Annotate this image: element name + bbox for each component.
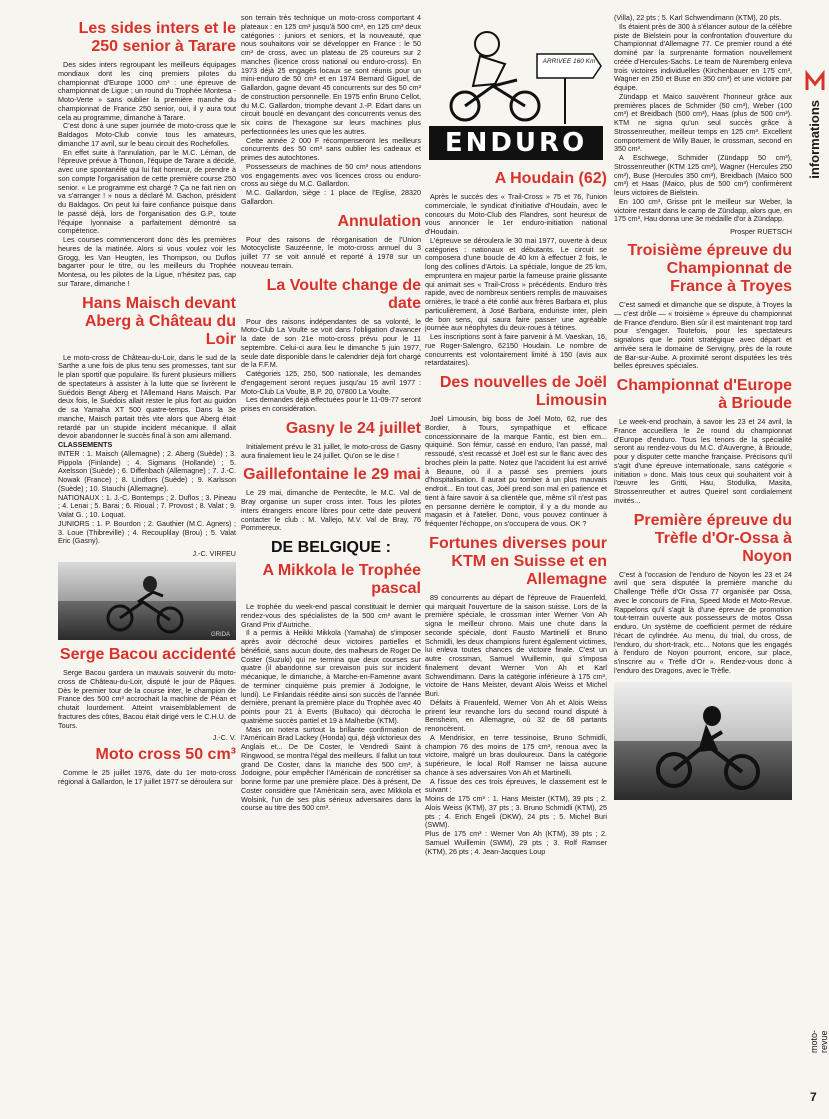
- headline-noyon: Première épreuve du Trèfle d'Or-Ossa à Noyon: [633, 511, 792, 565]
- headline-annulation: Annulation: [337, 212, 421, 230]
- headline-la-voulte: La Voulte change de date: [266, 276, 421, 312]
- paragraph: L'épreuve se déroulera le 30 mai 1977, ouverte à deux catégories : nationaux et débutants. Le circuit se composera d'une boucle de 40 km à effectuer 2 fois, le long des collines d'Artois. La spéciale, longue de 25 km, empruntera en majeur partie la fameuse prairie glissante qui animait ses « Trail-Cross » précédents. Enduro très rapide, avec de nombreux sentiers remplis de mauvaises ornières, le tracé a été confié aux frères Barbara et, plus particulièrement, à José Barbara, enduriste inter, plein de bon sens, qui saura faire passer une agréable journée aux néophytes du deux-roues à tétines.: [425, 235, 607, 333]
- results-juniors: JUNIORS : 1. P. Bourdon ; 2. Gauthier (M.C. Agners) ; 3. Loue (Thibreville) ; 4. Recouplilay (Brou) ; 5. Valat Eric (Gasny).: [58, 518, 236, 546]
- headline-brioude: Championnat d'Europe à Brioude: [616, 377, 792, 412]
- column-3: [425, 14, 607, 856]
- byline: J.-C. V.: [212, 733, 236, 743]
- headline-bacou: Serge Bacou accidenté: [59, 646, 236, 663]
- results-nationaux: NATIONAUX : 1. J.-C. Bontemps ; 2. Duflos ; 3. Pineau ; 4. Lenai ; 5. Barai ; 6. Rioual ; 7. Provost ; 8. Valat ; 9. Valat G. ; 10. Loquat.: [58, 492, 236, 519]
- paragraph: Initialement prévu le 31 juillet, le moto-cross de Gasny aura finalement lieu le 24 juillet. Qu'on se le dise !: [241, 441, 421, 460]
- paragraph: Les courses commenceront donc dès les premières heures de la matinée. Alors si vous voulez voir les Grogg, les Van Heugten, les Thompson, ou Duflos bagarrer pour le titre, ou les meilleurs du Trophée Montesa, ou les pilotes de la Ligue, n'hésitez pas, cap sur Tarare, dimanche !: [58, 235, 236, 288]
- article-brioude: [614, 418, 792, 506]
- page-number: 7: [810, 1090, 817, 1104]
- headline-sides-tarare: Les sides inters et le 250 senior à Tarare: [78, 20, 236, 55]
- article-limousin: [425, 415, 607, 529]
- paragraph: Les demandes déjà effectuées pour le 11-09-77 seront prises en considération.: [241, 395, 421, 413]
- article-gasny: [241, 443, 421, 461]
- paragraph: Des sides inters regroupant les meilleurs équipages mondiaux dont les cinq premiers pilotes du championnat d'Europe 1000 cm³ : une épreuve de championnat de Ligue ; un round du Trophée Montesa - Moto-Verte » sans oublier la première manche du championnat de France 250 senior, oui, il y aura tout cela au programme, dimanche à Tarare.: [58, 60, 236, 122]
- paragraph: Défaits à Frauenfeld, Werner Von Ah et Alois Weiss prirent leur revanche lors du second round disputé à Bensheim, en Allemagne, où 32 de 68 partants renoncèrent.: [425, 697, 607, 733]
- paragraph: Il a permis à Heikki Mikkola (Yamaha) de s'imposer après avoir décroché deux victoires partielles et bénéficié, sans aucun doute, des malheurs de Roger De Coster (Suzuki) qui ne termina que deux courses sur quatre (il abandonne sur crevaison puis sur incident mécanique, le dimanche, à Marche-en-Famenne avant de terminer cinquième puis premier à Jodoigne, le lundi). Le Finlandais réédite ainsi son succès de l'année dernière, prenant la première place du Trophée avec 40 points pour 21 à Everts (Bultaco) qui décrocha le quatrième succès partiel et 19 à Malherbe (KTM).: [241, 628, 421, 725]
- paragraph: Le 29 mai, dimanche de Pentecôte, le M.C. Val de Bray organise un super cross inter. Tous les pilotes inters étrangers encore libres pour cette date peuvent contacter le club : M. Vallejo, M.V. Val de Bray, 76 Pommereux.: [241, 488, 421, 533]
- enduro-wordmark: ENDURO: [444, 128, 588, 158]
- paragraph: (Villa), 22 pts ; 5. Karl Schwendimann (KTM), 20 pts.: [614, 13, 782, 22]
- paragraph: Le trophée du week-end pascal constituait le dernier rendez-vous des spécialistes de la 500 cm³ avant le Grand Prix d'Autriche.: [241, 602, 421, 629]
- article-la-voulte: [241, 318, 421, 414]
- motorbike-silhouette: [58, 562, 236, 640]
- paragraph: Les inscriptions sont à faire parvenir à M. Vaeskan, 16, rue Roger-Salengro, 62150 Houdain. Le nombre de concurrents est volontairement limité à 150 (avis aux retardataires).: [425, 332, 607, 368]
- paragraph: En 100 cm³, Grisse prit le meilleur sur Weber, la victoire restant dans le camp de Zündapp, alors que, en 175 cm³, Hau donna une 3e médaille d'or à Zündapp.: [614, 196, 792, 224]
- article-bacou: [58, 669, 236, 730]
- results-inter: INTER : 1. Maisch (Allemagne) ; 2. Aberg (Suède) ; 3. Pippola (Finlande) ; 4. Sigmans (Hollande) ; 5. Axelsson (Suède) ; 6. Diffenbach (Allemagne) ; 7. J.-C. Nowak (France) ; 8. Lindfors (Suède) ; 9. Karlsson (Suède) ; 10. Stauchi (Allemagne).: [58, 448, 236, 493]
- headline-troyes: Troisième épreuve du Championnat de France à Troyes: [627, 242, 792, 295]
- paragraph: Zündapp et Maico sauvèrent l'honneur grâce aux premières places de Schmider (50 cm³), Weber (100 cm³) et Breidbach (500 cm³), Haas (plus de 500 cm³). KTM ne signa qu'un seul succès grâce à Strossenreuther, meilleur temps en 125 cm³. Excellent comportement de Willy Bauer, le crossman, second en 350 cm³.: [614, 91, 792, 154]
- paragraph: Possesseurs de machines de 50 cm³ nous attendons vos engagements avec vos licences cross ou enduro-cross au siège du M.C. Gallardon.: [241, 161, 421, 189]
- paragraph: Joël Limousin, big boss de Joël Moto, 62, rue des Bordier, à Tours, sympathique et efficace concessionnaire de la marque Fantic, est bien em... quiquiné. Son fémur, cassé en enduro, l'an passé, mal ressoudé, s'est recassé et Joël est sur le flanc avec des broches plein la patte. Notez que l'accident lui est arrivé à Beaune, où il a passé ses premiers jours d'hospitalisation. Il aurait pu tomber à un plus mauvais endroit... En tout cas, Joël prend son mal en patience et tient à faire savoir à sa clientèle que, même s'il n'est pas en personne derrière le comptoir, il y a du monde au magasin et à l'atelier. Donc, vous pouvez continuer à fréquenter l'échoppe, on s'occupera de vous. OK ?: [425, 414, 607, 528]
- paragraph: Catégories 125, 250, 500 nationale, les demandes d'engagement seront reçues jusqu'au 15 avril 1977 : Moto-Club La Voulte, B.P. 20, 07800 La Voulte.: [241, 369, 421, 396]
- article-germany: [614, 14, 792, 224]
- paragraph: En effet suite à l'annulation, par le M.C. Léman, de l'épreuve prévue à Thonon, l'équipe de Tarare a décidé, avec une spontanéité qui lui fait honneur, de prendre à son compte l'organisation de cette première course 250 senior. « Le programme est chargé ? Ça ne fait rien on va s'arranger ! » nous a déclaré M. Gachon, président du Baldagos. On peut lui faire confiance puisque dans le passé déjà, lors de l'organisation des G.P., toute l'équipe lyonnaise a parfaitement démontré sa compétence.: [58, 147, 236, 236]
- photo-motocross: [58, 562, 236, 640]
- photo-credit: GRIDA: [210, 632, 230, 638]
- results-over-175: Plus de 175 cm³ : Werner Von Ah (KTM), 39 pts ; 2. Samuel Wuillemin (SWM), 29 pts ; 3. Rolf Ramser (KTM), 26 pts ; 4. Jean-Jacques Loup: [425, 829, 607, 856]
- headline-gaillefontaine: Gaillefontaine le 29 mai: [243, 466, 421, 484]
- paragraph: A Eschwege, Schmider (Zündapp 50 cm³), Strossenreuther (KTM 125 cm³), Wagner (Hercules 250 cm³), Buse (Hercules 350 cm³), Breidbach (Maico 500 cm³) et Haas (Maico, plus de 500 cm³) confirmèrent leurs victoires de Bielstein.: [614, 153, 792, 197]
- paragraph: Comme le 25 juillet 1976, date du 1er moto-cross régional à Gallardon, le 17 juillet 1977 se déroulera sur: [58, 768, 236, 786]
- article-tarare: [58, 61, 236, 289]
- article-noyon: [614, 571, 792, 676]
- enduro-logo: [425, 14, 607, 164]
- photo-enduro-rider: [614, 682, 792, 800]
- paragraph: Le moto-cross de Château-du-Loir, dans le sud de la Sarthe a une fois de plus tenu ses promesses, tant sur le plan sportif que populaire. Ils furent plusieurs milliers de spectateurs à assister à la lutte que se livrèrent le Suédois Bengt Aberg et l'Allemand Hans Maisch. Par deux fois, le Suédois allait rester le plus fort au guidon de sa Yamaha XT 500 quatre-temps. Dans la 3e manche, Maisch partait très vite alors que Aberg était retardé par un stupide incident mécanique. Il allait devoir abandonner le succès final à son ami allemand.: [58, 352, 236, 441]
- headline-limousin: Des nouvelles de Joël Limousin: [439, 374, 607, 409]
- headline-maisch-aberg: Hans Maisch devant Aberg à Château du Loir: [82, 294, 236, 348]
- paragraph: A l'issue des ces trois épreuves, le classement est le suivant :: [425, 776, 607, 795]
- paragraph: Ils étaient près de 300 à s'élancer autour de la célèbre piste de Bielstein pour la confrontation d'ouverture du Championnat d'Allemagne 77. Ce premier round a été dominé par la surprenante formation nouvellement créée d'Hercules-Sachs. Le team de Nuremberg enleva trois victoires individuelles (Kirchenbauer en 175 cm³, Wagner en 250 et Buse en 350 cm³) et une victoire par équipe.: [614, 21, 792, 92]
- byline: Prosper RUETSCH: [730, 227, 792, 236]
- column-4: [614, 14, 792, 800]
- paragraph: Serge Bacou gardera un mauvais souvenir du moto-cross de Château-du-Loir, disputé le jour de Pâques. Dès le premier tour de la course inter, le champion de France des 500 cm³ accrochait la machine de Péan et chutait lourdement. Atteint vraisemblablement de fractures des côtes, Bacou était dirigé vers le C.H.U. de Tours.: [58, 668, 236, 730]
- paragraph: A Mendrisior, en terre tessinoise, Bruno Schmidli, champion 76 des moins de 175 cm³, renoua avec la victoire, malgré un bras douloureux. Dans la catégorie supérieure, le local Rolf Ramser ne laissa aucune chance à ses adversaires Von Ah et Martinelli.: [425, 732, 607, 777]
- paragraph: Le week-end prochain, à savoir les 23 et 24 avril, la France accueillera le 2e round du championnat d'Europe d'enduro. Tous les tenors de la spécialité seront au rendez-vous du M.C. d'Auvergne, à Brioude, pour y disputer cette manche française. Précisons qu'il s'agit d'une épreuve internationale, sans catégorie « initiation » donc. Mais tous ceux qui souhaitent voir à l'œuvre les Gritti, Hau, Stodulka, Masita, Strossenreuther et autres Queirel sont cordialement invités...: [614, 417, 792, 505]
- article-chateau-du-loir: [58, 354, 236, 547]
- article-troyes: [614, 301, 792, 371]
- paragraph: C'est samedi et dimanche que se dispute, à Troyes la — c'est drôle — « troisième » épreuve du championnat de France d'enduro. Bien sûr il est maintenant trop tard pour s'engager. Toutefois, pour les spectateurs signalons que le point stratégique avec départ et arrivée sera le domaine de Servigny, près de la route de Bar-sur-Aube. A proximité seront disputées les très belles épreuves spéciales.: [614, 300, 792, 371]
- results-heading: CLASSEMENTS: [58, 440, 113, 449]
- headline-gasny: Gasny le 24 juillet: [285, 419, 421, 437]
- paragraph: Mais on notera surtout la brillante confirmation de l'Américain Brad Lackey (Honda) qui, déjà victorieux des Anglais et... De De Coster, le Vendredi Saint à Ringwood, se montra l'égal des meilleurs. Il fallut un tout grand De Coster, dans la manche des 500 cm³, à Jodoigne, pour empêcher l'Américain de concrétiser sa bonne forme par une première place. Dès à présent, De Coster considère que l'Américain sera, avec Mikkola et Wolsink, l'un de ses plus sérieux adversaires dans la course au titre des 500 cm³.: [241, 724, 421, 813]
- byline: J.-C. VIRFEU: [192, 549, 236, 558]
- article-gaillefontaine: [241, 489, 421, 533]
- paragraph: Pour des raisons indépendantes de sa volonté, le Moto-Club La Voulte se voit dans l'obligation d'avancer la date de son 21e moto-cross prévu pour le 11 septembre. Celui-ci aura lieu le dimanche 5 juin 1977, seule date disponible dans le calendrier déjà fort chargé de la F.F.M.: [241, 316, 421, 370]
- paragraph: 89 concurrents au départ de l'épreuve de Frauenfeld, qui marquait l'ouverture de la saison suisse. Lors de la première spéciale, le crossman inter Werner Von Ah signa le meilleur chrono. Mais une chute dans la seconde spéciale, dont Fausto Martinelli et Bruno Schmidli, les deux champions furent également victimes, lui enleva toutes chances de victoire finale. C'est un autre crossman, Samuel Wuillemin, qui s'imposa finalement devant Werner Von Ah et Karl Schwendimann. Dans la catégorie inférieure à 175 cm³, victoire de Hans Meister, devant Alois Weiss et Michel Buri.: [425, 592, 607, 698]
- headline-ktm: Fortunes diverses pour KTM en Suisse et en Allemagne: [429, 534, 607, 588]
- headline-50cc: Moto cross 50 cm³: [95, 746, 236, 764]
- headline-mikkola: A Mikkola le Trophée pascal: [262, 562, 421, 597]
- column-1: [58, 14, 236, 787]
- signpost-text: ARRIVEE 160 Km: [542, 58, 596, 65]
- paragraph: C'est donc à une super journée de moto-cross que le Baldagos Moto-Club convie tous les amateurs, dimanche 17 avril, sur le beau circuit des Rochefolles.: [58, 121, 236, 148]
- paragraph: C'est à l'occasion de l'enduro de Noyon les 23 et 24 avril que sera disputée la première manche du Challenge Trèfle d'Or Ossa 77 organisée par Ossa, avec le concours de Fina, Speed Mode et Moto-Revue. Rappelons qu'il s'agit là d'une épreuve de promotion tout-terrain ouverte aux possesseurs de motos Ossa enduro. Un système de coefficient permet de réduire l'écart de cylindrée. Au menu, du trial, du cross, de l'enduro, du short-track, etc... Notons que les engagés à l'enduro de Noyon pourront, encore, sur place, s'inscrire au « Trèfle d'Or ». Rendez-vous donc à l'enduro des Dragons, avec le Trèfle.: [614, 569, 792, 675]
- headline-houdain: A Houdain (62): [494, 170, 607, 187]
- paragraph: Après le succès des « Trail-Cross » 75 et 76, l'union commerciale, le syndicat d'initiative d'Houdain, avec le concours du Moto-Club des Flandres, sont heureux de vous annoncer le 1er enduro-initiation national d'Houdain.: [425, 192, 607, 236]
- article-annulation: [241, 236, 421, 271]
- results-under-175: Moins de 175 cm³ : 1. Hans Meister (KTM), 39 pts ; 2. Alois Weiss (KTM), 37 pts ; 3. Bruno Schmidli (KTM), 25 pts ; 4. Erich Engeli (DKW), 24 pts ; 5. Michel Buri (SWM).: [425, 794, 607, 830]
- article-50cc-continued: [241, 14, 421, 207]
- paragraph: son terrain très technique un moto-cross comportant 4 plateaux : en 125 cm³ jusqu'à 500 cm³, en 125 cm³ deux catégories : juniors et seniors, et la nouveauté, que nous souhaitons voir se développer en France : le 50 cm³ de cross, avec un plateau de 25 coureurs sur 2 manches (licence cross national ou enduro-cross). En 1973 déjà 25 engagés locaux se sont réunis pour un mini-enduro de 50 cm³ et en 1974 Bernard Giguel, de Gallardon, gagne devant 45 concurrents sur des 50 cm³ de construction personnelle. En 1975 enfin Bruno Cellot, du M.C. Gallardon, triomphe devant J.-P. Edart dans un circuit bouclé en devançant des concurrents venus des six coins de l'hexagone sur leurs machines plus perfectionnées les unes que les autres.: [241, 13, 421, 136]
- magazine-name: moto-revue: [809, 1030, 829, 1054]
- column-2: [241, 14, 421, 813]
- magazine-logo-icon: [805, 70, 825, 92]
- paragraph: Pour des raisons de réorganisation de l'Union Motocycliste Sauzéenne, le moto-cross annuel du 3 juillet 77 se voit annulé et reporté à 1978 sur un nouveau terrain.: [241, 234, 421, 270]
- article-ktm: [425, 594, 607, 857]
- article-50cc-start: [58, 769, 236, 787]
- headline-belgique: DE BELGIQUE :: [270, 539, 391, 556]
- article-mikkola: [241, 603, 421, 813]
- paragraph: Cette année 2 000 F récompenseront les meilleurs concurrents des 50 cm³ sans oublier les cadeaux et primes des autochtones.: [241, 135, 421, 162]
- rider-silhouette: [614, 682, 792, 800]
- article-houdain: [425, 193, 607, 368]
- paragraph: M.C. Gallardon, siège : 1 place de l'Eglise, 28320 Gallardon.: [241, 188, 421, 206]
- section-label: informations: [807, 100, 822, 179]
